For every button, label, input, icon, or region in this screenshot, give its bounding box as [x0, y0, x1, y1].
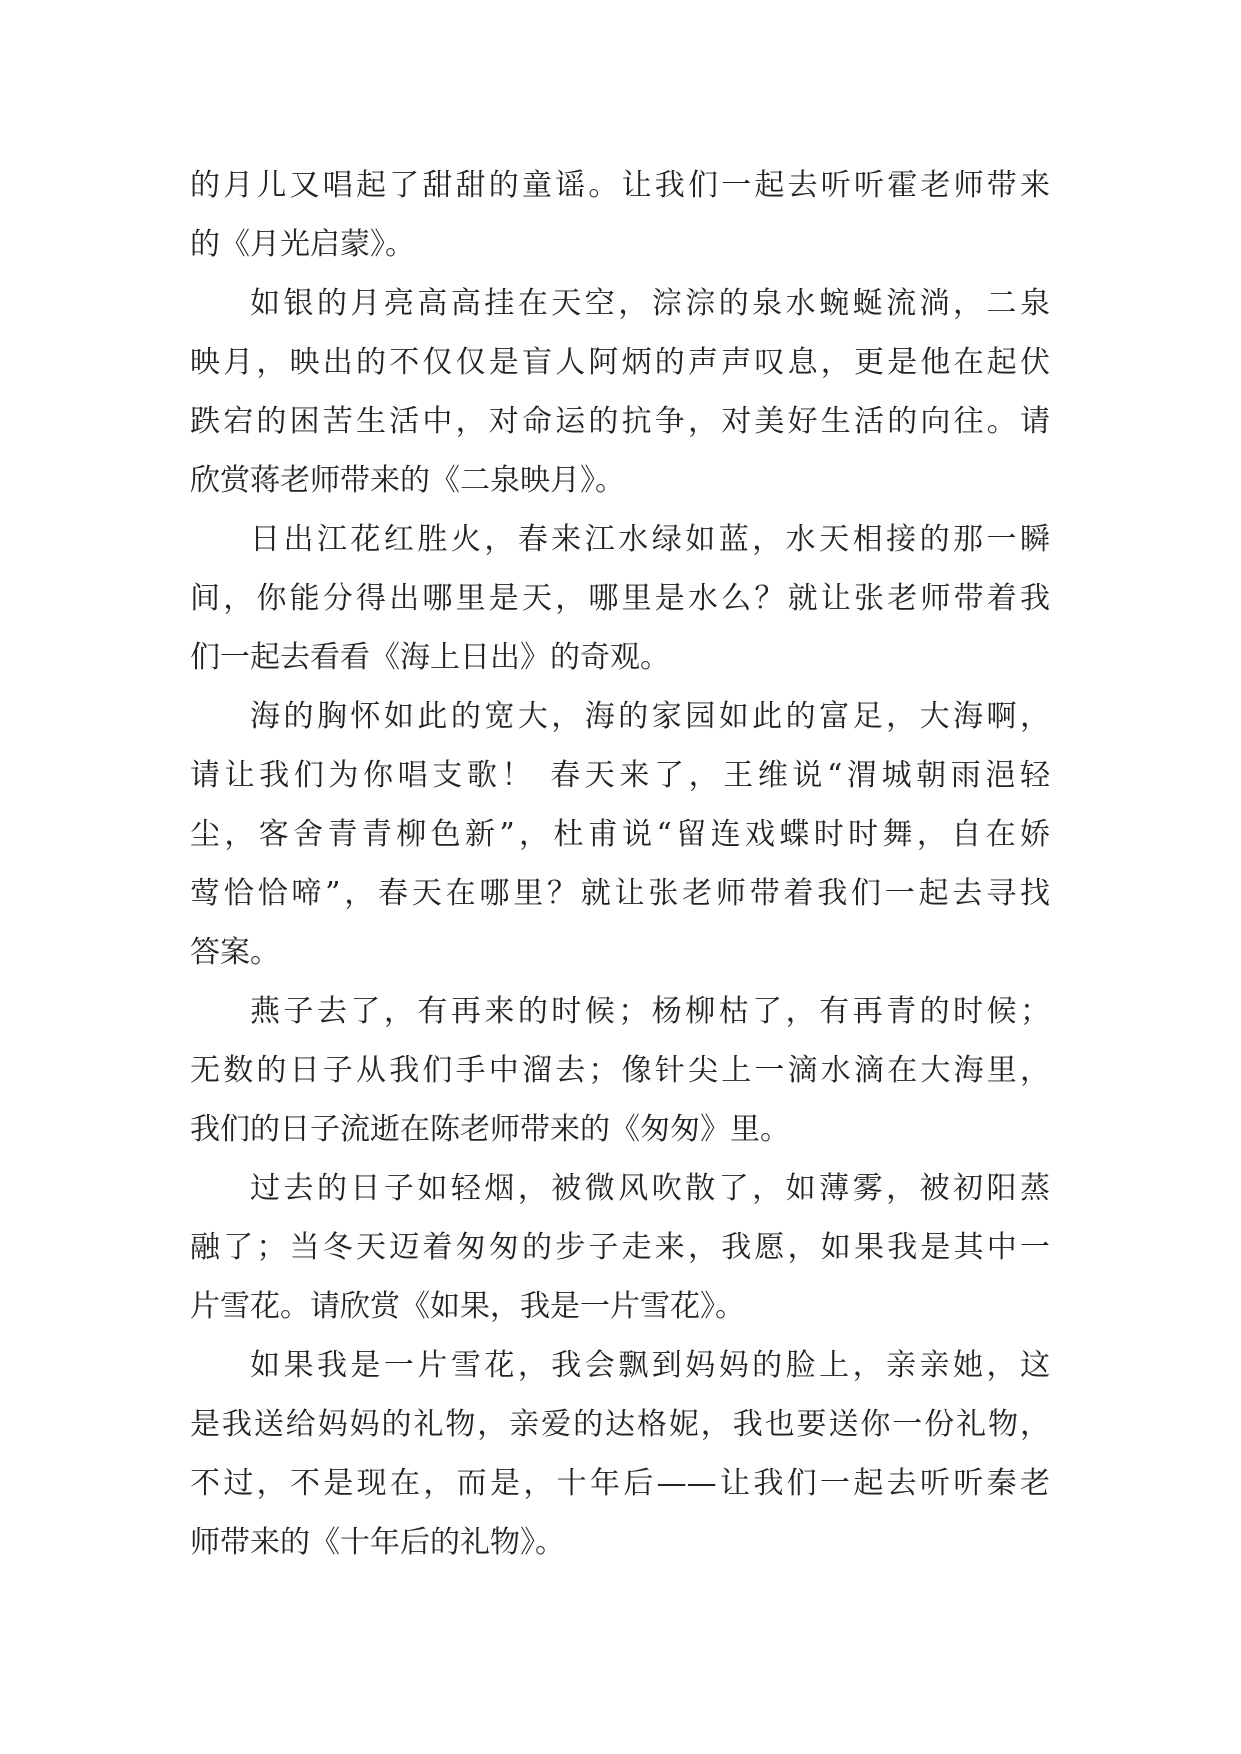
text-line: 莺恰恰啼”，春天在哪里？就让张老师带着我们一起去寻找	[190, 876, 1050, 911]
text-line: 的月儿又唱起了甜甜的童谣。让我们一起去听听霍老师带来	[190, 168, 1050, 203]
text-line: 融了；当冬天迈着匆匆的步子走来，我愿，如果我是其中一	[190, 1230, 1050, 1265]
document-body	[190, 156, 1050, 1572]
text-line: 无数的日子从我们手中溜去；像针尖上一滴水滴在大海里，	[190, 1053, 1050, 1088]
text-line: 跌宕的困苦生活中，对命运的抗争，对美好生活的向往。请	[190, 404, 1050, 439]
paragraph	[190, 274, 1050, 510]
text-line: 的《月光启蒙》。	[190, 227, 415, 262]
text-line: 海的胸怀如此的宽大，海的家园如此的富足，大海啊，	[250, 699, 1050, 734]
text-line: 答案。	[190, 935, 280, 970]
text-line: 尘，客舍青青柳色新”，杜甫说“留连戏蝶时时舞，自在娇	[190, 817, 1050, 852]
text-line: 们一起去看看《海上日出》的奇观。	[190, 640, 670, 675]
text-line: 燕子去了，有再来的时候；杨柳枯了，有再青的时候；	[250, 994, 1050, 1029]
text-line: 映月，映出的不仅仅是盲人阿炳的声声叹息，更是他在起伏	[190, 345, 1050, 380]
text-line: 过去的日子如轻烟，被微风吹散了，如薄雾，被初阳蒸	[250, 1171, 1050, 1206]
text-line: 不过，不是现在，而是，十年后——让我们一起去听听秦老	[190, 1466, 1050, 1501]
text-line: 日出江花红胜火，春来江水绿如蓝，水天相接的那一瞬	[250, 522, 1050, 557]
text-line: 我们的日子流逝在陈老师带来的《匆匆》里。	[190, 1112, 790, 1147]
paragraph	[190, 510, 1050, 687]
text-line: 如果我是一片雪花，我会飘到妈妈的脸上，亲亲她，这	[250, 1348, 1050, 1383]
text-line: 是我送给妈妈的礼物，亲爱的达格妮，我也要送你一份礼物，	[190, 1407, 1050, 1442]
paragraph	[190, 1336, 1050, 1572]
paragraph	[190, 1159, 1050, 1336]
text-line: 片雪花。请欣赏《如果，我是一片雪花》。	[190, 1289, 745, 1324]
text-line: 如银的月亮高高挂在天空，淙淙的泉水蜿蜒流淌，二泉	[250, 286, 1050, 321]
text-line: 间，你能分得出哪里是天，哪里是水么？就让张老师带着我	[190, 581, 1050, 616]
paragraph	[190, 982, 1050, 1159]
paragraph	[190, 156, 1050, 274]
text-line: 请让我们为你唱支歌！ 春天来了，王维说“渭城朝雨浥轻	[190, 758, 1050, 793]
text-line: 师带来的《十年后的礼物》。	[190, 1525, 565, 1560]
text-line: 欣赏蒋老师带来的《二泉映月》。	[190, 463, 625, 498]
paragraph	[190, 687, 1050, 982]
